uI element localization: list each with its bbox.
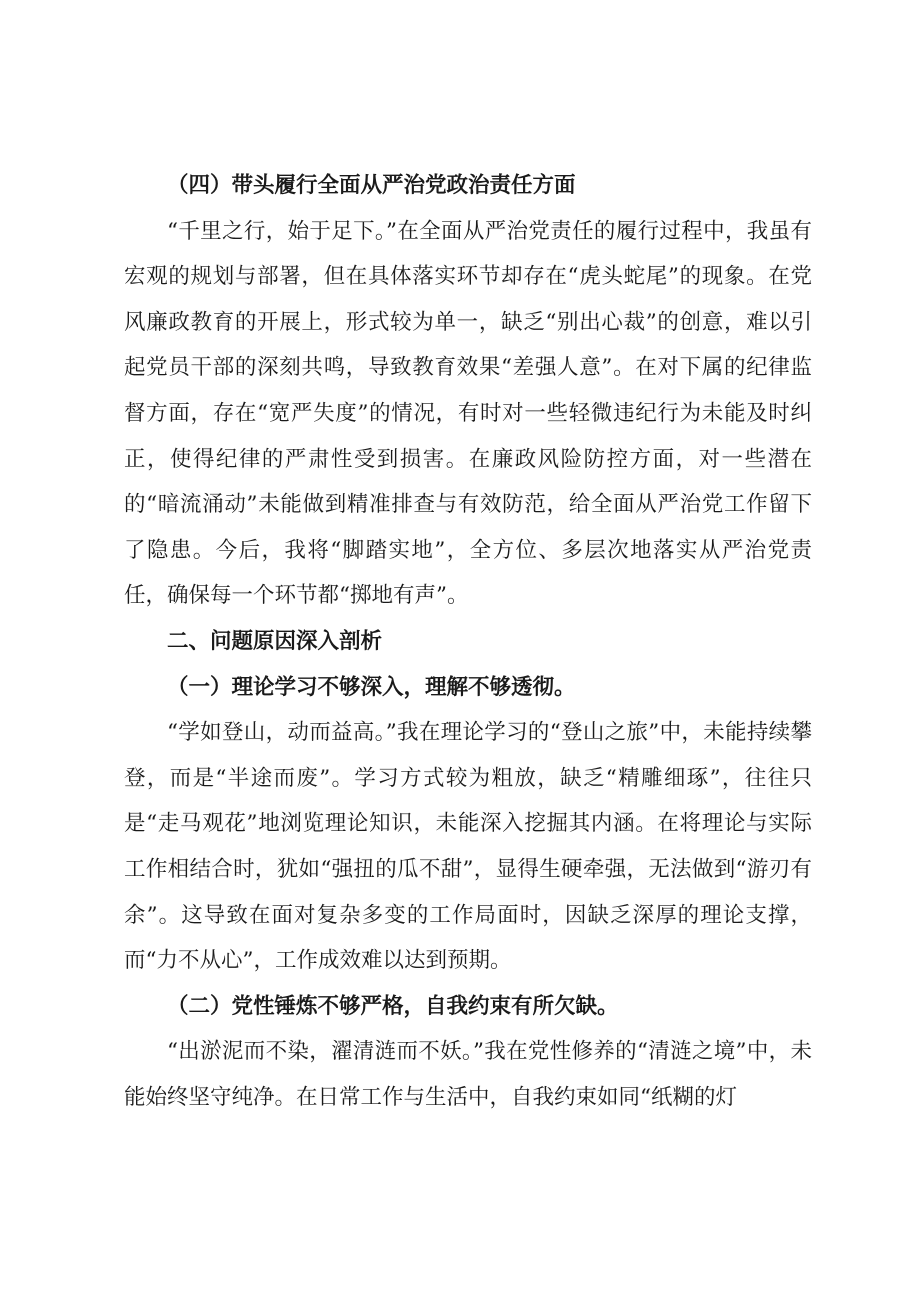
heading-problem-causes: 二、问题原因深入剖析 <box>167 628 383 654</box>
heading-section-4: （四）带头履行全面从严治党政治责任方面 <box>167 173 576 198</box>
document-body <box>124 163 812 1120</box>
paragraph-section-4: “千里之行，始于足下。”在全面从严治党责任的履行过程中，我虽有宏观的规划与部署，但在具体落实环节却存在“虎头蛇尾”的现象。在党风廉政教育的开展上，形式较为单一，缺乏“别出心裁”的创意，难以引起党员干部的深刻共鸣，导致教育效果“差强人意”。在对下属的纪律监督方面，存在“宽严失度”的情况，有时对一些轻微违纪行为未能及时纠正，使得纪律的严肃性受到损害。在廉政风险防控方面，对一些潜在的“暗流涌动”未能做到精准排查与有效防范，给全面从严治党工作留下了隐患。今后，我将“脚踏实地”，全方位、多层次地落实从严治党责任，确保每一个环节都“掷地有声”。 <box>124 218 812 609</box>
paragraph-cause-1: “学如登山，动而益高。”我在理论学习的“登山之旅”中，未能持续攀登，而是“半途而废”。学习方式较为粗放，缺乏“精雕细琢”，往往只是“走马观花”地浏览理论知识，未能深入挖掘其内涵。在将理论与实际工作相结合时，犹如“强扭的瓜不甜”，显得生硬牵强，无法做到“游刃有余”。这导致在面对复杂多变的工作局面时，因缺乏深厚的理论支撑，而“力不从心”，工作成效难以达到预期。 <box>124 720 812 974</box>
paragraph-cause-2: “出淤泥而不染，濯清涟而不妖。”我在党性修养的“清涟之境”中，未能始终坚守纯净。在日常工作与生活中，自我约束如同“纸糊的灯 <box>124 1039 812 1110</box>
heading-cause-1: （一）理论学习不够深入，理解不够透彻。 <box>167 674 576 700</box>
heading-cause-2: （二）党性锤炼不够严格，自我约束有所欠缺。 <box>167 993 619 1019</box>
